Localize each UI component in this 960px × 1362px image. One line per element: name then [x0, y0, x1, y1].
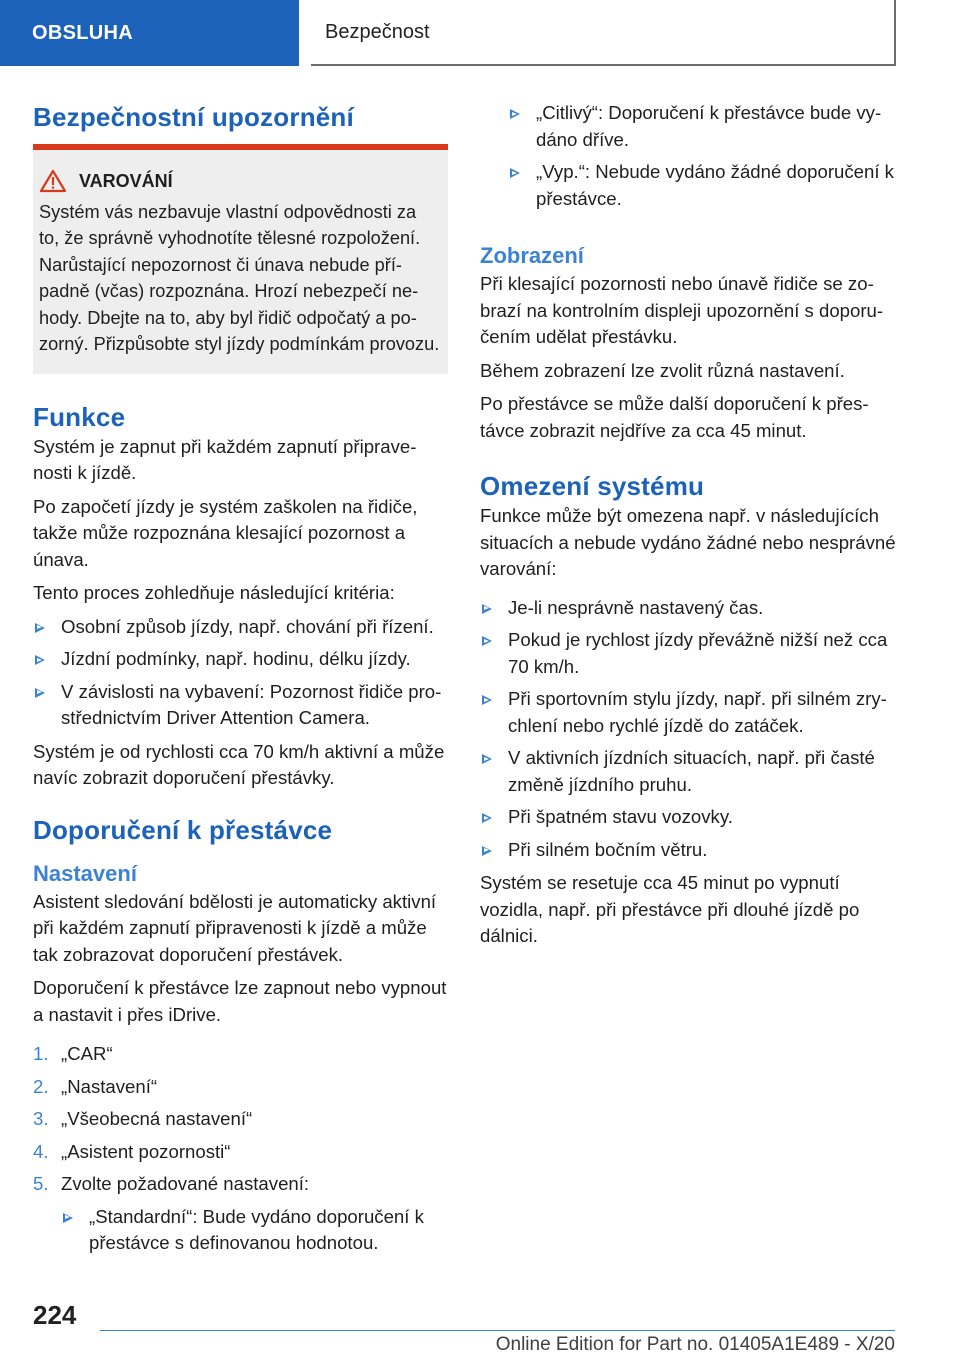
warning-text: Systém vás nezbavuje vlastní odpovědnosti za to, že správně vyhodnotíte tělesné rozpoložení. Narůstající nepozornost či únava nebude případně (včas) rozpoznána. Hrozí nebezpečí nehody. Dbejte na to, aby byl řidič odpočatý a pozorný. Přizpůsobte styl jízdy podmínkám provozu. [39, 201, 440, 354]
list-item: „Citlivý“: Doporučení k přestávce bude vydáno dříve. [508, 100, 900, 153]
list-item: 5. Zvolte požadované nastavení: „Standardní“: Bude vydáno doporučení k přestávce s definovanou hodnotou. [33, 1171, 448, 1257]
bullet-triangle-icon [482, 604, 492, 614]
paragraph: Tento proces zohledňuje následující kritéria: [33, 582, 395, 603]
list-item: Při špatném stavu vozovky. [480, 804, 900, 831]
bullet-triangle-icon [35, 623, 45, 633]
list-item: V aktivních jízdních situacích, např. při časté změně jízdního pruhu. [480, 745, 900, 798]
safety-heading: Bezpečnostní upozornění [33, 102, 354, 132]
paragraph: Funkce může být omezena např. v následujících situacích a nebude vydáno žádné nebo nesprávné varování: [480, 505, 896, 579]
paragraph: Po započetí jízdy je systém zaškolen na řidiče, takže může rozpoznána klesající pozornost a únava. [33, 495, 418, 570]
list-item: 1. „CAR“ [33, 1043, 113, 1064]
setting-options-list-continued [508, 100, 900, 212]
system-limits-heading: Omezení systému [480, 471, 705, 501]
steps-list [33, 1041, 448, 1257]
section-tab: OBSLUHA [0, 0, 299, 66]
bullet-triangle-icon [482, 754, 492, 764]
settings-subheading: Nastavení [33, 860, 137, 886]
page-number: 224 [33, 1300, 77, 1330]
bullet-triangle-icon [482, 813, 492, 823]
setting-options-list [61, 1204, 448, 1257]
footer-divider [100, 1330, 895, 1331]
warning-box [33, 144, 448, 374]
list-item: V závislosti na vybavení: Pozornost řidiče prostřednictvím Driver Attention Camera. [33, 679, 448, 732]
paragraph: Během zobrazení lze zvolit různá nastavení. [480, 359, 845, 381]
break-recommendation-heading: Doporučení k přestávce [33, 814, 333, 845]
edition-note: Online Edition for Part no. 01405A1E489 - X/20 [495, 1334, 895, 1355]
bullet-triangle-icon [35, 655, 45, 665]
limits-list [480, 595, 900, 864]
list-item: 3. „Všeobecná nastavení“ [33, 1108, 253, 1129]
paragraph: Systém je od rychlosti cca 70 km/h aktivní a může navíc zobrazit doporučení přestávky. [33, 740, 445, 788]
right-column [480, 100, 900, 957]
list-item: Jízdní podmínky, např. hodinu, délku jízdy. [33, 646, 448, 673]
warning-label: VAROVÁNÍ [79, 171, 173, 191]
chapter-title: Bezpečnost [311, 0, 896, 66]
bullet-triangle-icon [510, 168, 520, 178]
bullet-triangle-icon [510, 109, 520, 119]
funkce-heading: Funkce [33, 401, 126, 432]
paragraph: Při klesající pozornosti nebo únavě řidiče se zobrazí na kontrolním displeji upozornění s doporučením udělat přestávku. [480, 273, 884, 347]
list-item: Při sportovním stylu jízdy, např. při silném zrychlení nebo rychlé jízdě do zatáček. [480, 686, 900, 739]
display-subheading: Zobrazení [480, 243, 584, 268]
list-item: Je-li nesprávně nastavený čas. [480, 595, 900, 622]
list-item: Pokud je rychlost jízdy převážně nižší než cca 70 km/h. [480, 627, 900, 680]
list-item: 2. „Nastavení“ [33, 1075, 158, 1097]
list-item: „Vyp.“: Nebude vydáno žádné doporučení k přestávce. [508, 159, 900, 212]
list-item: Osobní způsob jízdy, např. chování při řízení. [33, 614, 448, 641]
list-item: 4. „Asistent pozornosti“ [33, 1140, 231, 1162]
left-column [33, 100, 448, 1264]
paragraph: Doporučení k přestávce lze zapnout nebo vypnout a nastavit i přes iDrive. [33, 977, 447, 1025]
list-item: „Standardní“: Bude vydáno doporučení k přestávce s definovanou hodnotou. [61, 1204, 448, 1257]
bullet-triangle-icon [482, 695, 492, 705]
bullet-triangle-icon [35, 688, 45, 698]
paragraph: Systém je zapnut při každém zapnutí připravenosti k jízdě. [33, 435, 417, 483]
paragraph: Systém se resetuje cca 45 minut po vypnutí vozidla, např. při přestávce při dlouhé jízdě po dálnici. [480, 872, 860, 946]
bullet-triangle-icon [63, 1213, 73, 1223]
paragraph: Po přestávce se může další doporučení k přestávce zobrazit nejdříve za cca 45 minut. [480, 393, 869, 441]
bullet-triangle-icon [482, 846, 492, 856]
list-item: Při silném bočním větru. [480, 837, 900, 864]
paragraph: Asistent sledování bdělosti je automaticky aktivní při každém zapnutí připravenosti k jízdě a může tak zobrazovat doporučení přestávek. [33, 890, 437, 965]
criteria-list [33, 614, 448, 732]
warning-header [39, 168, 440, 195]
warning-triangle-icon [39, 169, 67, 193]
bullet-triangle-icon [482, 636, 492, 646]
